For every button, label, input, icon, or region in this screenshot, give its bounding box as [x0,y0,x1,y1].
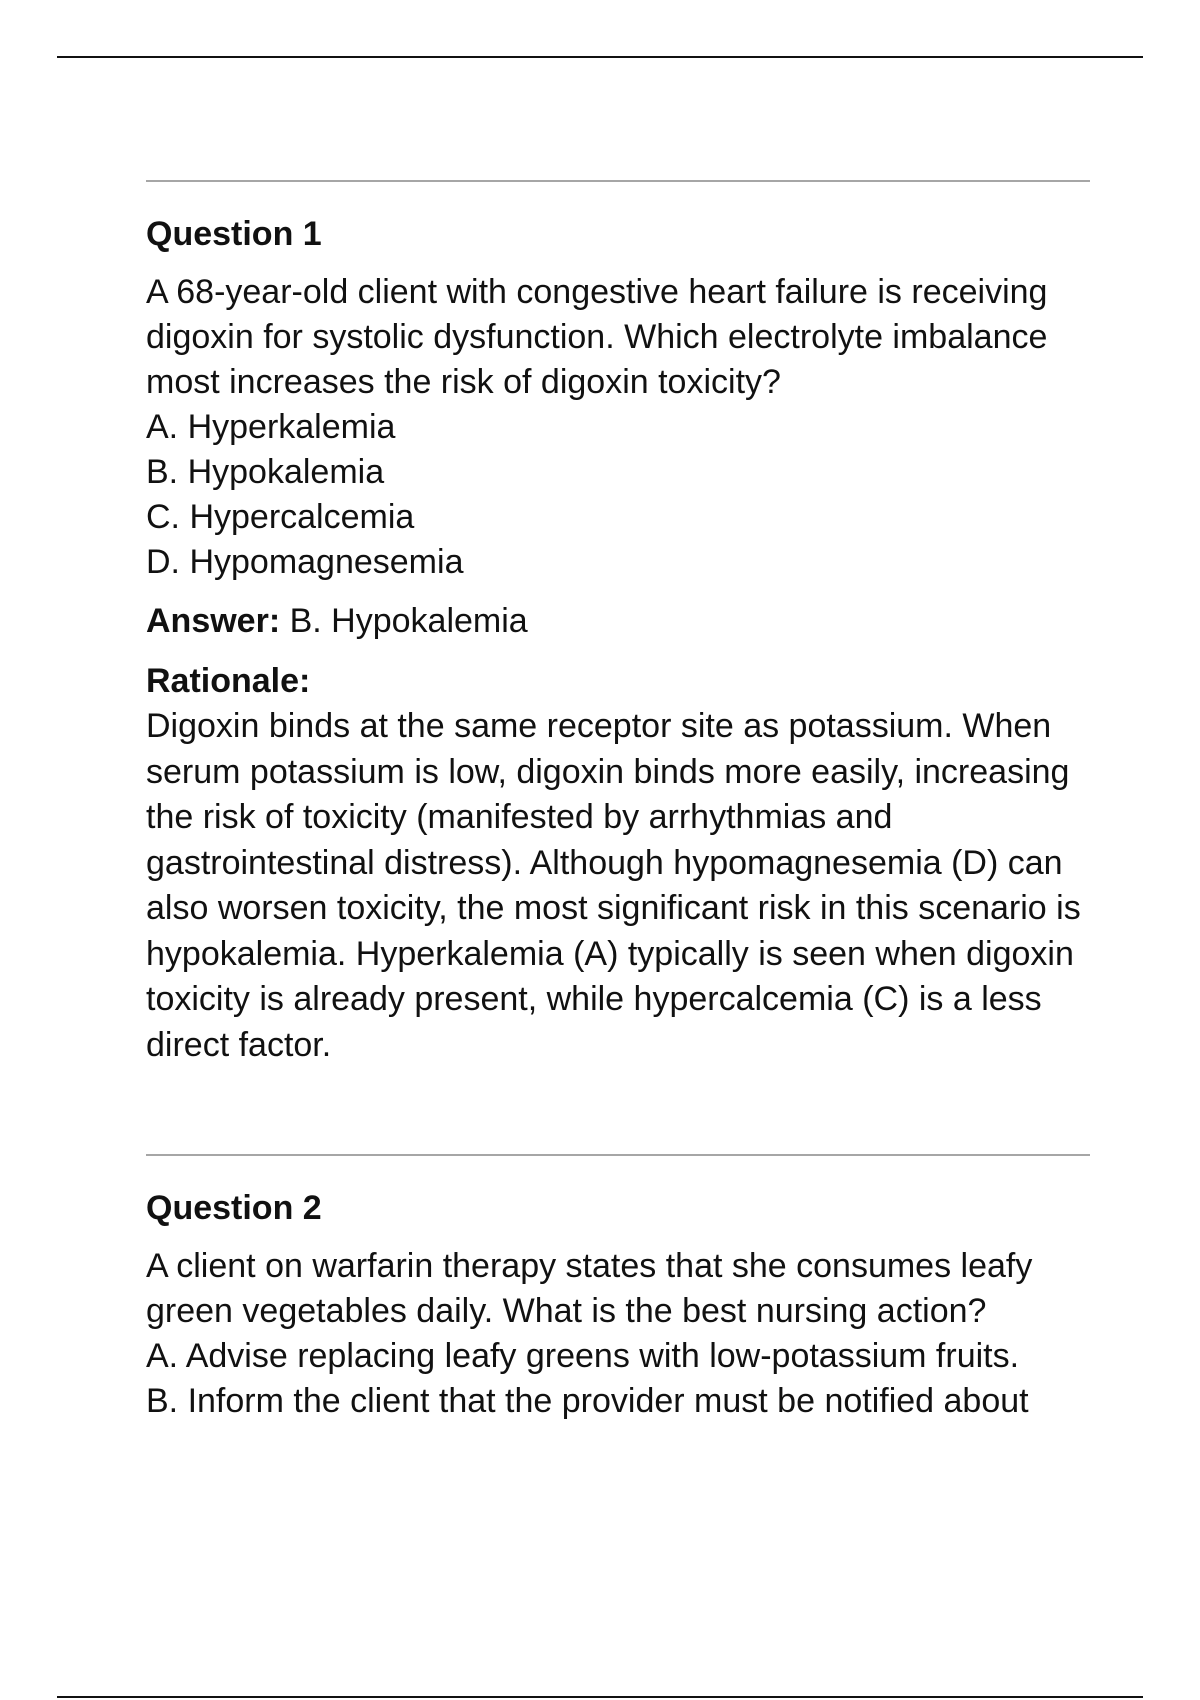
rationale-text: Digoxin binds at the same receptor site as potassium. When serum potassium is low, digoxin binds more easily, increasing the risk of toxicity (manifested by arrhythmias and gastrointestinal distress). Although hypomagnesemia (D) can also worsen toxicity, the most significant risk in this scenario is hypokalemia. Hyperkalemia (A) typically is seen when digoxin toxicity is already present, while hypercalcemia (C) is a less direct factor. [146,707,1081,1064]
question-stem: A 68-year-old client with congestive heart failure is receiving digoxin for systolic dysfunction. Which electrolyte imbalance most increases the risk of digoxin toxicity? [146,273,1048,401]
option-a: A. Advise replacing leafy greens with low-potassium fruits. [146,1337,1020,1375]
rationale-label: Rationale: [146,662,311,700]
option-a: A. Hyperkalemia [146,408,396,446]
question-title: Question 1 [146,215,322,253]
document-content [146,180,1092,1424]
answer-value: B. Hypokalemia [289,602,528,640]
question-1 [146,182,1092,1154]
answer-options [146,405,1092,585]
option-b: B. Inform the client that the provider must be notified about [146,1382,1029,1420]
page-bottom-rule [57,1696,1143,1698]
page-top-rule [57,56,1143,58]
question-stem: A client on warfarin therapy states that she consumes leafy green vegetables daily. What is the best nursing action? [146,1247,1033,1330]
question-title: Question 2 [146,1189,322,1227]
option-b: B. Hypokalemia [146,453,385,491]
option-c: C. Hypercalcemia [146,498,415,536]
answer-line [146,599,1092,644]
option-d: D. Hypomagnesemia [146,543,464,581]
answer-options [146,1334,1092,1424]
question-2 [146,1156,1092,1424]
answer-label: Answer: [146,602,281,640]
